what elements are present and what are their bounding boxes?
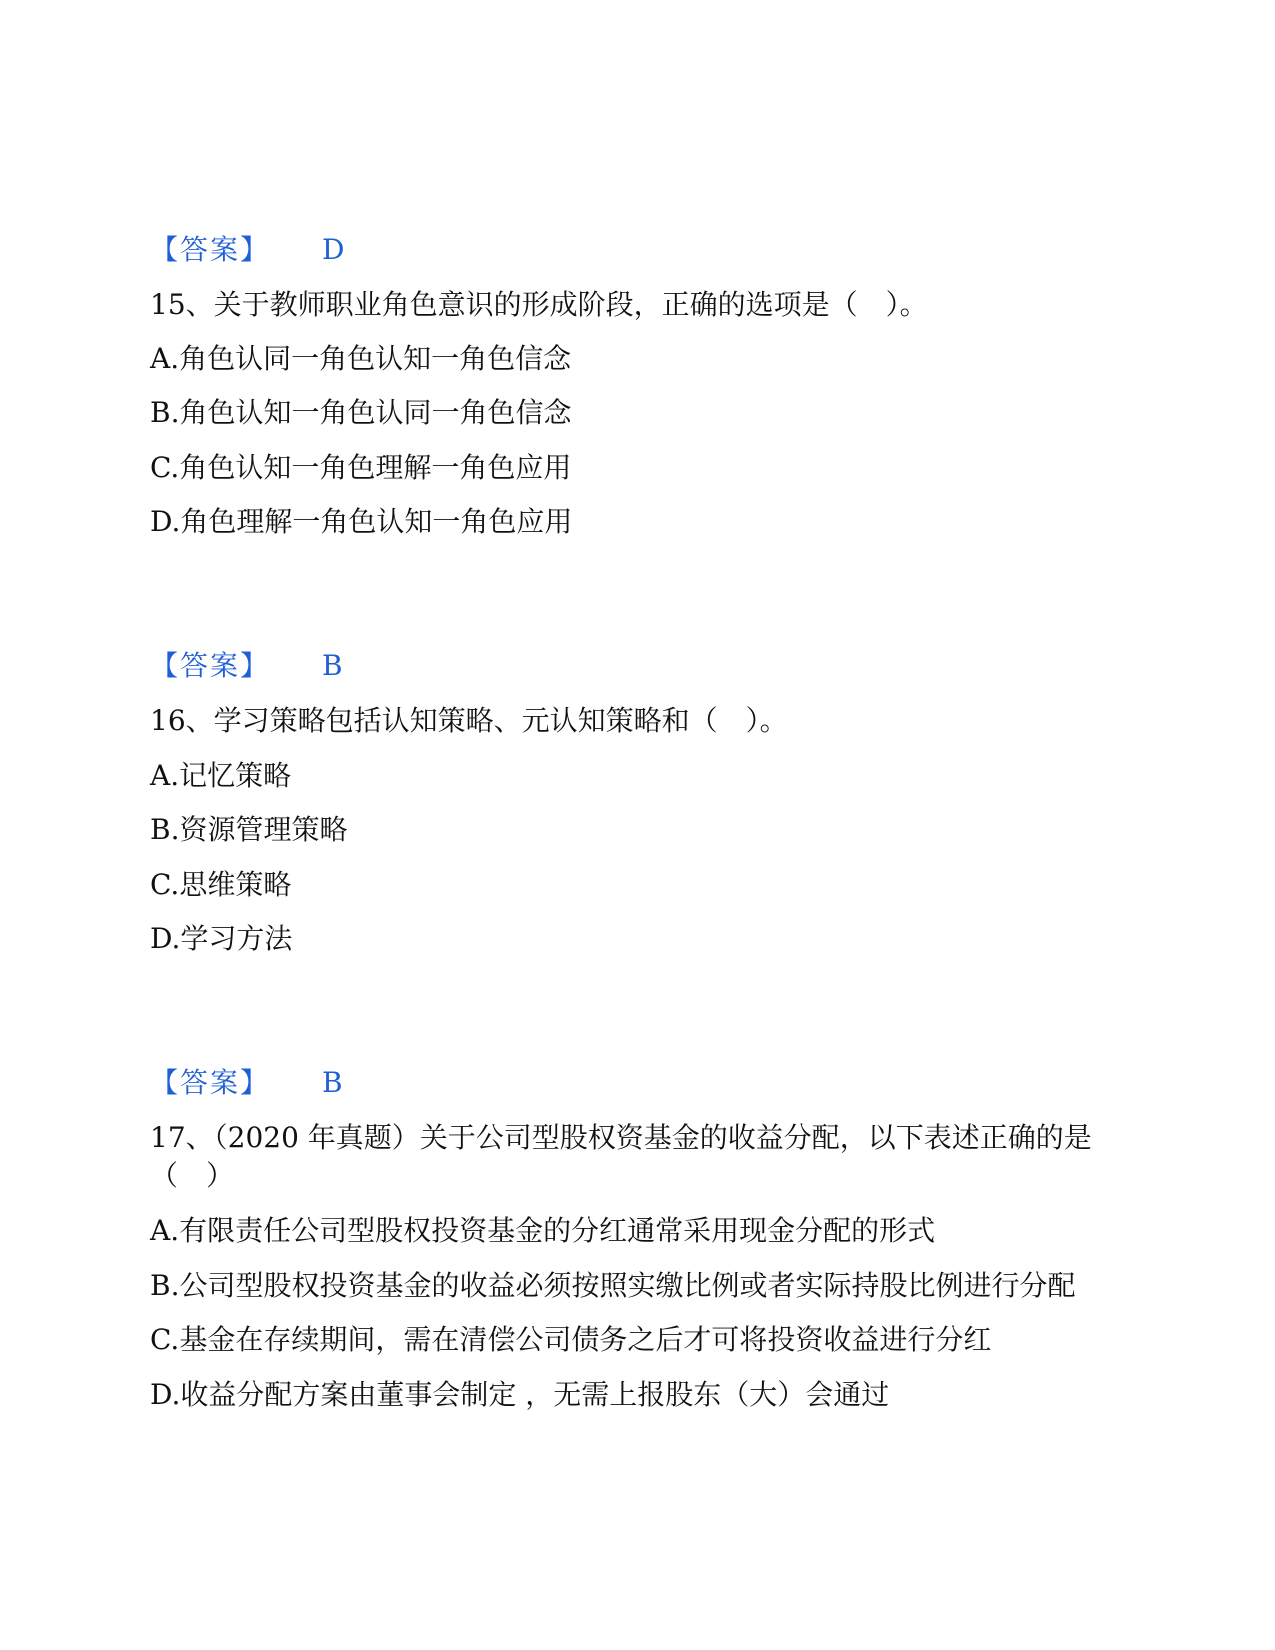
option-b: B.角色认知一角色认同一角色信念 bbox=[150, 396, 572, 429]
option-d: D.学习方法 bbox=[150, 922, 293, 955]
option-d: D.角色理解一角色认知一角色应用 bbox=[150, 505, 573, 538]
question-stem: 16、学习策略包括认知策略、元认知策略和（ ）。 bbox=[150, 704, 788, 737]
answer-label: 【答案】 bbox=[150, 233, 271, 266]
option-a: A.记忆策略 bbox=[150, 759, 292, 792]
question-stem: 15、关于教师职业角色意识的形成阶段，正确的选项是（ ）。 bbox=[150, 288, 928, 321]
answer-line bbox=[150, 648, 343, 684]
option-c: C.基金在存续期间，需在清偿公司债务之后才可将投资收益进行分红 bbox=[150, 1323, 992, 1356]
answer-label: 【答案】 bbox=[150, 649, 271, 682]
option-b: B.资源管理策略 bbox=[150, 813, 348, 846]
answer-line bbox=[150, 232, 344, 268]
option-c: C.思维策略 bbox=[150, 868, 292, 901]
answer-line bbox=[150, 1065, 343, 1101]
option-d: D.收益分配方案由董事会制定 ，无需上报股东（大）会通过 bbox=[150, 1378, 890, 1411]
answer-value: B bbox=[322, 1066, 343, 1099]
answer-label: 【答案】 bbox=[150, 1066, 271, 1099]
question-stem-continuation: （ ） bbox=[150, 1159, 235, 1192]
question-stem: 17、（2020 年真题）关于公司型股权资基金的收益分配，以下表述正确的是 bbox=[150, 1121, 1092, 1154]
answer-value: D bbox=[322, 233, 345, 266]
option-b: B.公司型股权投资基金的收益必须按照实缴比例或者实际持股比例进行分配 bbox=[150, 1269, 1076, 1302]
answer-value: B bbox=[322, 649, 343, 682]
option-a: A.角色认同一角色认知一角色信念 bbox=[150, 342, 572, 375]
option-c: C.角色认知一角色理解一角色应用 bbox=[150, 451, 572, 484]
option-a: A.有限责任公司型股权投资基金的分红通常采用现金分配的形式 bbox=[150, 1214, 936, 1247]
